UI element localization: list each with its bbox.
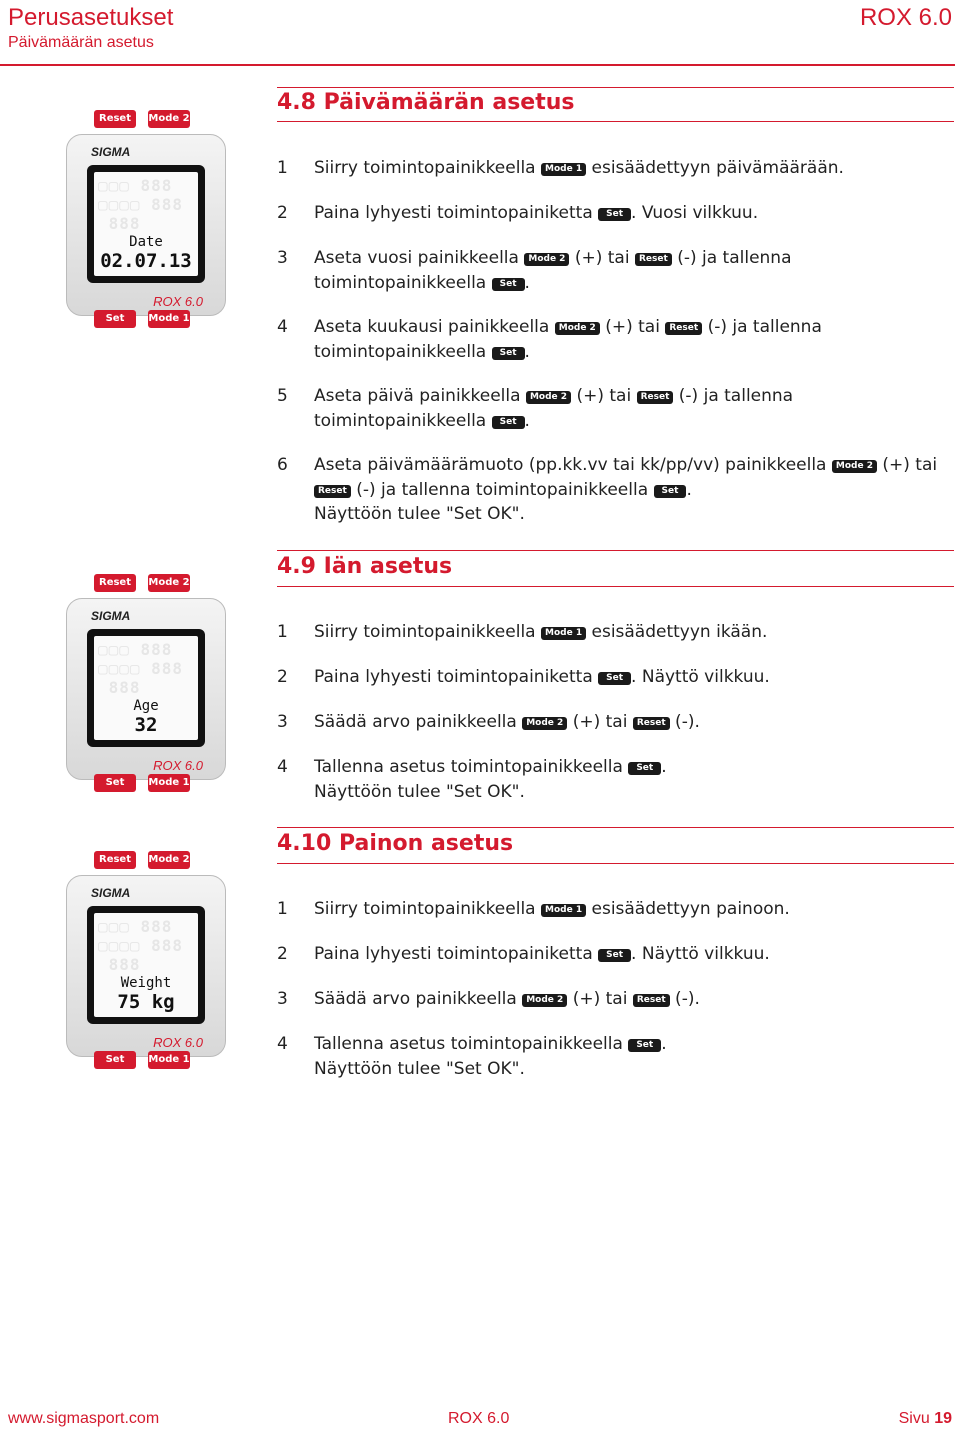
step-number: 1 bbox=[277, 899, 288, 919]
key-reset-icon: Reset bbox=[635, 253, 672, 266]
step-text-fragment: (+) tai bbox=[567, 712, 633, 732]
step-text-fragment: . Näyttö vilkkuu. bbox=[631, 667, 770, 687]
step-text-fragment: Paina lyhyesti toimintopainiketta bbox=[314, 944, 599, 964]
step-text bbox=[314, 897, 957, 922]
step-text-fragment: (-) ja tallenna toimintopainikkeella bbox=[314, 248, 792, 293]
device-model-label: ROX 6.0 bbox=[153, 758, 203, 773]
step-text-fragment: esisäädettyyn päivämäärään. bbox=[586, 158, 844, 178]
device-illustration-date bbox=[60, 110, 230, 340]
step-text-fragment: (-). bbox=[669, 712, 700, 732]
step-text-fragment: . bbox=[661, 1034, 667, 1054]
key-set-icon: Set bbox=[598, 949, 631, 962]
device-screen bbox=[87, 165, 205, 283]
device-mode1-button: Mode 1 bbox=[148, 774, 190, 792]
step-text-fragment: Siirry toimintopainikkeella bbox=[314, 622, 541, 642]
step-text-fragment: (+) tai bbox=[567, 989, 633, 1009]
key-mode2-icon: Mode 2 bbox=[522, 717, 567, 730]
footer-model: ROX 6.0 bbox=[448, 1410, 510, 1427]
step-text bbox=[314, 755, 957, 804]
step-text bbox=[314, 710, 957, 735]
key-mode2-icon: Mode 2 bbox=[526, 391, 571, 404]
device-set-button: Set bbox=[94, 774, 136, 792]
step-text-fragment: . bbox=[524, 272, 530, 293]
section-bottom-rule bbox=[277, 121, 954, 122]
footer-page bbox=[899, 1410, 952, 1428]
lcd-inactive-segments-icon: ▢▢▢ 888 ▢▢▢▢ 888 888 bbox=[98, 917, 184, 974]
step-text-fragment: Siirry toimintopainikkeella bbox=[314, 158, 541, 178]
step-number: 4 bbox=[277, 1034, 288, 1054]
step-text bbox=[314, 246, 957, 295]
step-text-fragment: (-) ja tallenna toimintopainikkeella bbox=[314, 317, 822, 362]
step-text-fragment: Aseta vuosi painikkeella bbox=[314, 248, 525, 268]
key-set-icon: Set bbox=[628, 1039, 661, 1052]
device-screen bbox=[87, 906, 205, 1024]
page-header-title: Perusasetukset bbox=[8, 4, 174, 31]
step-text-fragment: esisäädettyyn painoon. bbox=[586, 899, 790, 919]
lcd-value: 02.07.13 bbox=[100, 250, 192, 272]
key-reset-icon: Reset bbox=[314, 485, 351, 498]
step-number: 3 bbox=[277, 989, 288, 1009]
step-text-fragment: (-) ja tallenna toimintopainikkeella bbox=[314, 386, 794, 431]
section-title-date: 4.8 Päivämäärän asetus bbox=[277, 90, 575, 115]
step-text bbox=[314, 453, 957, 527]
step-number: 6 bbox=[277, 455, 288, 475]
key-mode1-icon: Mode 1 bbox=[541, 627, 586, 640]
device-lcd bbox=[94, 636, 198, 740]
key-set-icon: Set bbox=[598, 208, 631, 221]
step-number: 4 bbox=[277, 317, 288, 337]
device-reset-button: Reset bbox=[94, 574, 136, 592]
step-number: 2 bbox=[277, 944, 288, 964]
step-text-fragment: (-). bbox=[669, 989, 700, 1009]
device-model-label: ROX 6.0 bbox=[153, 294, 203, 309]
step-text-fragment: . bbox=[524, 410, 530, 431]
step-text bbox=[314, 665, 957, 690]
section-bottom-rule bbox=[277, 863, 954, 864]
step-text-fragment: (-) ja tallenna toimintopainikkeella bbox=[350, 479, 654, 500]
key-mode2-icon: Mode 2 bbox=[832, 460, 877, 473]
device-illustration-weight bbox=[60, 851, 230, 1081]
section-bottom-rule bbox=[277, 586, 954, 587]
key-set-icon: Set bbox=[492, 416, 525, 429]
step-text bbox=[314, 942, 957, 967]
device-illustration-age bbox=[60, 574, 230, 804]
step-text bbox=[314, 1032, 957, 1081]
key-set-icon: Set bbox=[492, 278, 525, 291]
section-title-weight: 4.10 Painon asetus bbox=[277, 831, 514, 856]
key-mode2-icon: Mode 2 bbox=[555, 322, 600, 335]
step-text-fragment: Paina lyhyesti toimintopainiketta bbox=[314, 667, 599, 687]
step-number: 3 bbox=[277, 248, 288, 268]
step-text-fragment: esisäädettyyn ikään. bbox=[586, 622, 768, 642]
step-text-fragment: (+) tai bbox=[569, 248, 635, 268]
key-reset-icon: Reset bbox=[633, 994, 670, 1007]
header-divider bbox=[0, 64, 955, 66]
key-reset-icon: Reset bbox=[637, 391, 674, 404]
footer-page-label: Sivu bbox=[898, 1410, 930, 1427]
key-mode1-icon: Mode 1 bbox=[541, 163, 586, 176]
device-mode2-button: Mode 2 bbox=[148, 110, 190, 128]
lcd-label: Date bbox=[129, 234, 163, 250]
key-reset-icon: Reset bbox=[665, 322, 702, 335]
step-number: 3 bbox=[277, 712, 288, 732]
device-lcd bbox=[94, 913, 198, 1017]
section-top-rule bbox=[277, 827, 954, 828]
section-top-rule bbox=[277, 87, 954, 88]
sigma-logo: SIGMA bbox=[91, 609, 131, 623]
step-text-fragment: . Vuosi vilkkuu. bbox=[631, 203, 759, 223]
step-text bbox=[314, 987, 957, 1012]
step-text bbox=[314, 201, 957, 226]
step-text-fragment: Näyttöön tulee "Set OK". bbox=[314, 781, 525, 802]
device-body bbox=[66, 134, 226, 316]
key-set-icon: Set bbox=[654, 485, 687, 498]
lcd-inactive-segments-icon: ▢▢▢ 888 ▢▢▢▢ 888 888 bbox=[98, 176, 184, 233]
footer-page-number: 19 bbox=[934, 1410, 952, 1427]
key-set-icon: Set bbox=[492, 347, 525, 360]
step-text-fragment: Aseta päivä painikkeella bbox=[314, 386, 526, 406]
step-text bbox=[314, 620, 957, 645]
step-text-fragment: Siirry toimintopainikkeella bbox=[314, 899, 541, 919]
step-text-fragment: (+) tai bbox=[876, 455, 938, 475]
step-text-fragment: Paina lyhyesti toimintopainiketta bbox=[314, 203, 599, 223]
step-text-fragment: Säädä arvo painikkeella bbox=[314, 712, 523, 732]
step-text-fragment: Tallenna asetus toimintopainikkeella bbox=[314, 1034, 629, 1054]
step-number: 5 bbox=[277, 386, 288, 406]
lcd-label: Age bbox=[133, 698, 159, 714]
lcd-label: Weight bbox=[120, 975, 172, 991]
step-text bbox=[314, 384, 957, 433]
lcd-value: 75 kg bbox=[117, 991, 175, 1013]
key-mode2-icon: Mode 2 bbox=[522, 994, 567, 1007]
key-mode1-icon: Mode 1 bbox=[541, 904, 586, 917]
device-body bbox=[66, 598, 226, 780]
step-text-fragment: Tallenna asetus toimintopainikkeella bbox=[314, 757, 629, 777]
step-text-fragment: . Näyttö vilkkuu. bbox=[631, 944, 770, 964]
step-text-fragment: Näyttöön tulee "Set OK". bbox=[314, 1058, 525, 1079]
step-text-fragment: Säädä arvo painikkeella bbox=[314, 989, 523, 1009]
step-text-fragment: Aseta kuukausi painikkeella bbox=[314, 317, 555, 337]
device-model-label: ROX 6.0 bbox=[153, 1035, 203, 1050]
device-reset-button: Reset bbox=[94, 110, 136, 128]
page-header-model: ROX 6.0 bbox=[859, 4, 952, 31]
step-text-fragment: Näyttöön tulee "Set OK". bbox=[314, 504, 525, 524]
device-set-button: Set bbox=[94, 310, 136, 328]
step-text-fragment: (+) tai bbox=[571, 386, 637, 406]
step-number: 4 bbox=[277, 757, 288, 777]
step-text-fragment: Aseta päivämäärämuoto (pp.kk.vv tai kk/pp/vv) painikkeella bbox=[314, 455, 832, 475]
section-title-age: 4.9 Iän asetus bbox=[277, 554, 453, 579]
section-top-rule bbox=[277, 550, 954, 551]
key-set-icon: Set bbox=[598, 672, 631, 685]
step-number: 1 bbox=[277, 158, 288, 178]
step-text-fragment: (+) tai bbox=[599, 317, 666, 337]
device-mode1-button: Mode 1 bbox=[148, 1051, 190, 1069]
device-reset-button: Reset bbox=[94, 851, 136, 869]
step-text-fragment: . bbox=[686, 479, 692, 500]
sigma-logo: SIGMA bbox=[91, 886, 131, 900]
step-text-fragment: . bbox=[524, 341, 530, 362]
step-text bbox=[314, 156, 957, 181]
lcd-value: 32 bbox=[134, 714, 158, 736]
lcd-inactive-segments-icon: ▢▢▢ 888 ▢▢▢▢ 888 888 bbox=[98, 640, 184, 697]
key-mode2-icon: Mode 2 bbox=[524, 253, 569, 266]
device-mode2-button: Mode 2 bbox=[148, 851, 190, 869]
device-mode2-button: Mode 2 bbox=[148, 574, 190, 592]
step-number: 2 bbox=[277, 667, 288, 687]
footer-url[interactable]: www.sigmasport.com bbox=[8, 1410, 160, 1427]
device-mode1-button: Mode 1 bbox=[148, 310, 190, 328]
device-lcd bbox=[94, 172, 198, 276]
key-reset-icon: Reset bbox=[633, 717, 670, 730]
device-screen bbox=[87, 629, 205, 747]
step-text-fragment: . bbox=[661, 757, 667, 777]
page-header-subtitle: Päivämäärän asetus bbox=[8, 34, 154, 51]
step-number: 1 bbox=[277, 622, 288, 642]
device-set-button: Set bbox=[94, 1051, 136, 1069]
step-text bbox=[314, 315, 957, 364]
key-set-icon: Set bbox=[628, 762, 661, 775]
sigma-logo: SIGMA bbox=[91, 145, 131, 159]
step-number: 2 bbox=[277, 203, 288, 223]
device-body bbox=[66, 875, 226, 1057]
